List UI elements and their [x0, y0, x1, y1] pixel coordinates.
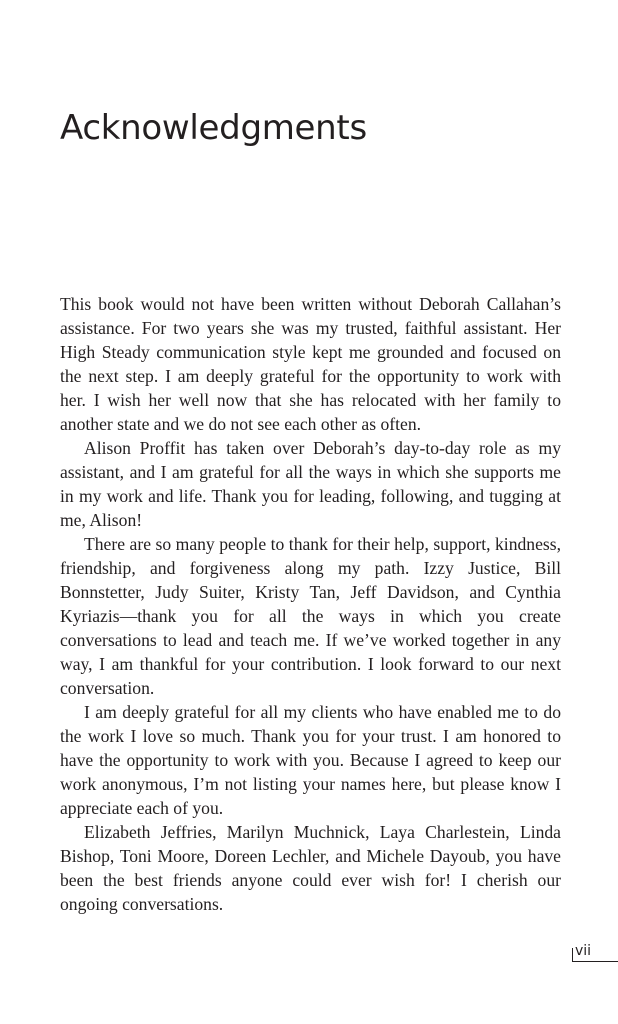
paragraph: Elizabeth Jeffries, Marilyn Muchnick, Laya Charlestein, Linda Bishop, Toni Moore, Doreen Lechler, and Michele Dayoub, you have been the best friends anyone could ever wish for! I cherish our ongoing conversations. — [60, 822, 561, 914]
paragraph: Alison Proffit has taken over Deborah’s day-to-day role as my assistant, and I am grateful for all the ways in which she supports me in my work and life. Thank you for leading, following, and tugging at me, Alison! — [60, 438, 561, 530]
page-number: vii — [575, 943, 592, 959]
body-text — [60, 292, 561, 916]
page-title: Acknowledgments — [60, 108, 367, 148]
paragraph: This book would not have been written without Deborah Callahan’s assistance. For two years she was my trusted, faithful assistant. Her High Steady communication style kept me grounded and focused on the next step. I am deeply grateful for the opportunity to work with her. I wish her well now that she has relocated with her family to another state and we do not see each other as often. — [60, 294, 561, 434]
paragraph: There are so many people to thank for their help, support, kindness, friendship, and forgiveness along my path. Izzy Justice, Bill Bonnstetter, Judy Suiter, Kristy Tan, Jeff Davidson, and Cynthia Kyriazis—thank you for all the ways in which you create conversations to lead and teach me. If we’ve worked together in any way, I am thankful for your contribution. I look forward to our next conversation. — [60, 534, 561, 698]
paragraph: I am deeply grateful for all my clients who have enabled me to do the work I love so much. Thank you for your trust. I am honored to have the opportunity to work with you. Because I agreed to keep our work anonymous, I’m not listing your names here, but please know I appreciate each of you. — [60, 702, 561, 818]
folio-rule — [572, 948, 573, 962]
